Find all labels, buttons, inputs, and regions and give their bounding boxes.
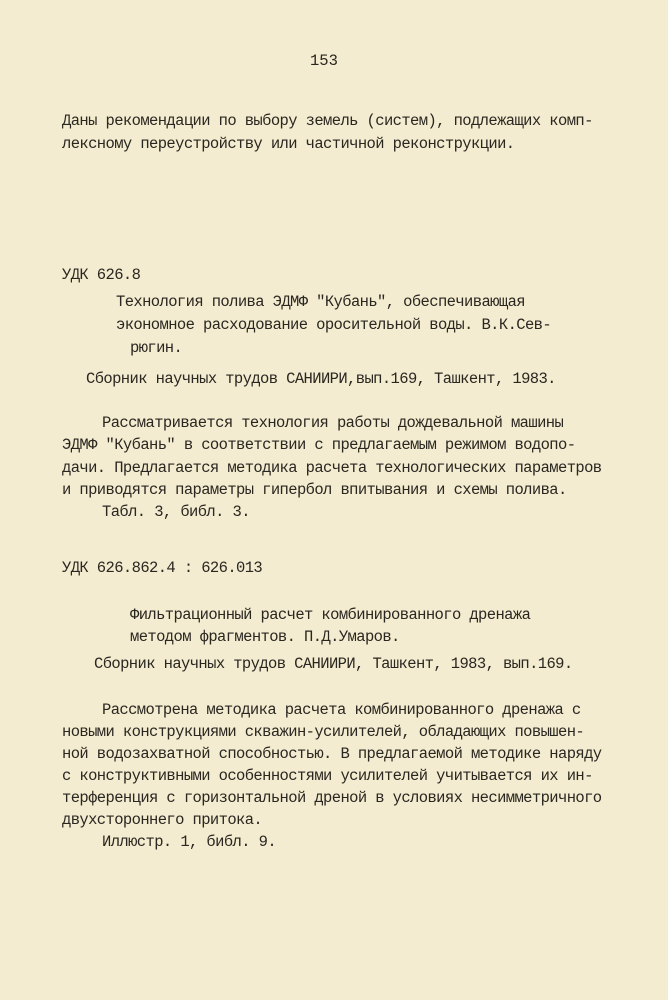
udk-code: УДК 626.8	[62, 266, 141, 284]
abstract-line: Рассматривается технология работы дождевальной машины	[102, 414, 564, 432]
entry-title-line: Фильтрационный расчет комбинированного дренажа	[130, 606, 531, 624]
entry-source: Сборник научных трудов САНИИРИ,вып.169, Ташкент, 1983.	[86, 370, 556, 388]
abstract-line: ной водозахватной способностью. В предлагаемой методике наряду	[62, 745, 602, 763]
intro-line: лексному переустройству или частичной реконструкции.	[62, 135, 515, 153]
abstract-line: дачи. Предлагается методика расчета технологических параметров	[62, 459, 602, 477]
abstract-line: Рассмотрена методика расчета комбинированного дренажа с	[102, 701, 581, 719]
abstract-line: новыми конструкциями скважин-усилителей, обладающих повышен-	[62, 723, 585, 741]
entry-title-line: экономное расходование оросительной воды. В.К.Сев-	[116, 316, 552, 334]
entry-title-line: Технология полива ЭДМФ "Кубань", обеспечивающая	[116, 293, 525, 311]
abstract-line: терференция с горизонтальной дреной в условиях несимметричного	[62, 789, 602, 807]
entry-refs: Иллюстр. 1, библ. 9.	[102, 833, 277, 851]
entry-title-line: рюгин.	[130, 339, 183, 357]
entry-refs: Табл. 3, библ. 3.	[102, 503, 250, 521]
entry-title-line: методом фрагментов. П.Д.Умаров.	[130, 628, 400, 646]
intro-line: Даны рекомендации по выбору земель (систем), подлежащих комп-	[62, 112, 593, 130]
abstract-line: и приводятся параметры гипербол впитывания и схемы полива.	[62, 481, 567, 499]
udk-code: УДК 626.862.4 : 626.013	[62, 559, 263, 577]
abstract-line: двухстороннего притока.	[62, 811, 263, 829]
abstract-line: ЭДМФ "Кубань" в соответствии с предлагаемым режимом водопо-	[62, 436, 576, 454]
abstract-line: с конструктивными особенностями усилителей учитывается их ин-	[62, 767, 593, 785]
page-number: 153	[310, 52, 338, 70]
entry-source: Сборник научных трудов САНИИРИ, Ташкент, 1983, вып.169.	[94, 655, 573, 673]
